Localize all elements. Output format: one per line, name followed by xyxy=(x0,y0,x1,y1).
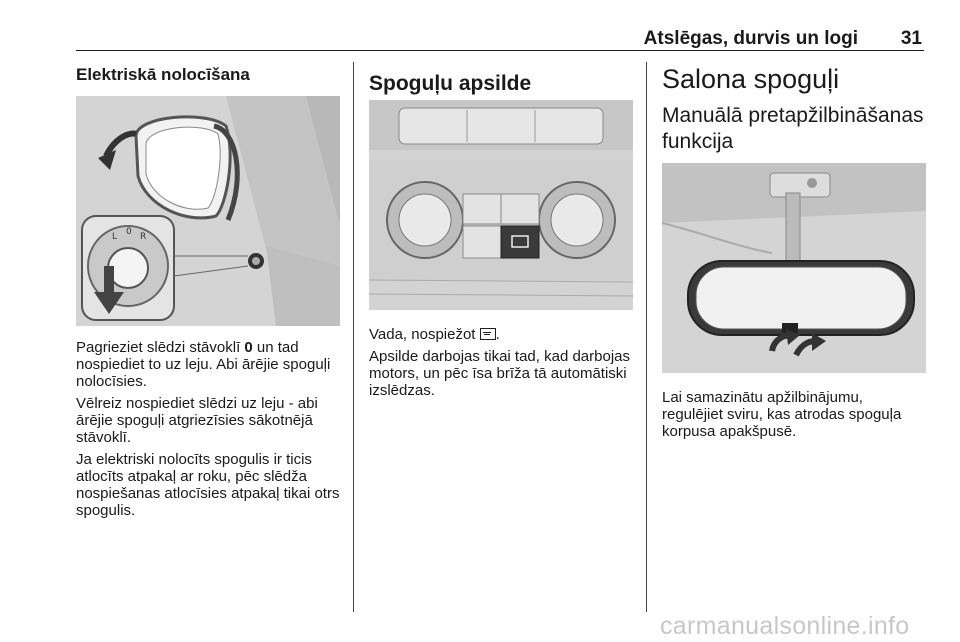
page-number: 31 xyxy=(900,28,922,49)
paragraph: Ja elektriski nolocīts spogulis ir ticis atlocīts atpakaļ ar roku, pēc slēdža nospiešanas atlocīsies atpakaļ tikai otrs spogulis. xyxy=(76,451,340,519)
chapter-title: Salona spoguļi xyxy=(662,64,840,94)
middle-column-text xyxy=(369,326,633,399)
paragraph: Apsilde darbojas tikai tad, kad darbojas motors, un pēc īsa brīža tā automātiski izslēdzas. xyxy=(369,348,630,399)
paragraph: Lai samazinātu apžilbinājumu, regulējiet sviru, kas atrodas spoguļa korpusa apakšpusē. xyxy=(662,389,902,440)
label-r: R xyxy=(140,232,147,242)
rear-heater-icon xyxy=(480,328,496,340)
section-heading: Spoguļu apsilde xyxy=(369,72,532,95)
label-l: L xyxy=(112,232,118,242)
mirror-fold-figure xyxy=(76,96,340,326)
middle-column xyxy=(369,70,633,98)
paragraph: Vēlreiz nospiediet slēdzi uz leju - abi ārējie spoguļi atgriezīsies sākotnējā stāvoklī. xyxy=(76,395,318,446)
watermark: carmanualsonline.info xyxy=(660,612,910,640)
left-column xyxy=(76,64,340,86)
page-header xyxy=(76,28,924,51)
right-column-text xyxy=(662,389,926,440)
header-title: Atslēgas, durvis un logi xyxy=(643,28,858,49)
right-column xyxy=(662,62,926,155)
section-heading: Elektriskā nolocīšana xyxy=(76,65,250,84)
paragraph: Vada, nospiežot . xyxy=(369,326,500,343)
label-zero: 0 xyxy=(126,227,132,237)
left-column-text xyxy=(76,339,340,519)
column-divider xyxy=(353,62,354,612)
column-divider xyxy=(646,62,647,612)
paragraph: Pagrieziet slēdzi stāvoklī 0 un tad nospiediet to uz leju. Abi ārējie spoguļi nolocīsies. xyxy=(76,339,331,390)
rearview-mirror-figure xyxy=(662,163,926,373)
section-heading: Manuālā pretapžilbināšanas funkcija xyxy=(662,104,924,153)
climate-control-figure xyxy=(369,100,633,310)
